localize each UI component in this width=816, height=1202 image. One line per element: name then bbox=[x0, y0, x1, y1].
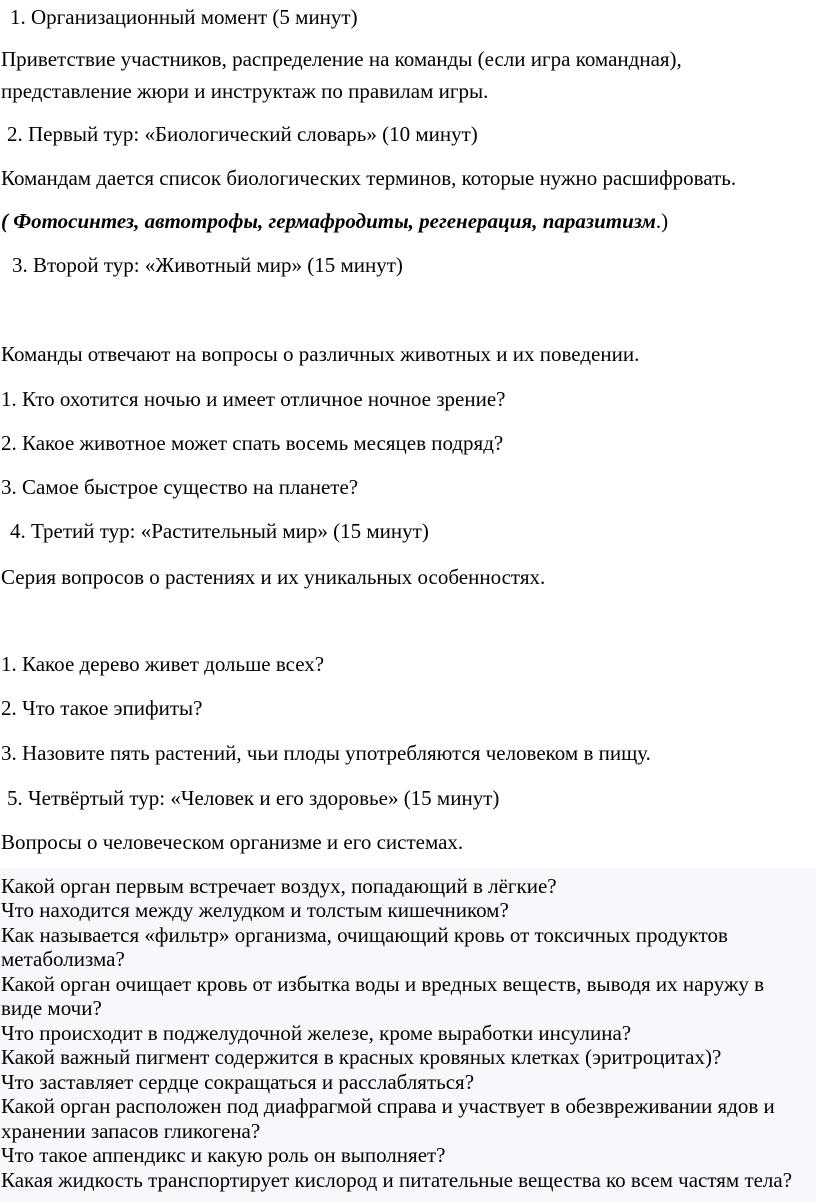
list-item: Что такое аппендикс и какую роль он выполняет? bbox=[1, 1143, 446, 1167]
section-2-text: Командам дается список биологических терминов, которые нужно расшифровать. bbox=[1, 166, 737, 190]
section-1-text-line-1: Приветствие участников, распределение на команды (если игра командная), bbox=[1, 47, 682, 71]
section-3-heading: 3. Второй тур: «Животный мир» (15 минут) bbox=[12, 253, 403, 277]
section-1-heading: 1. Организационный момент (5 минут) bbox=[10, 5, 358, 29]
list-item: Что происходит в поджелудочной железе, кроме выработки инсулина? bbox=[1, 1021, 632, 1045]
section-3-text: Команды отвечают на вопросы о различных животных и их поведении. bbox=[1, 342, 640, 366]
list-item: Какой орган очищает кровь от избытка воды и вредных веществ, выводя их наружу в bbox=[1, 972, 765, 996]
section-2-terms bbox=[1, 208, 668, 234]
list-item: Что заставляет сердце сокращаться и расслабляться? bbox=[1, 1070, 475, 1094]
terms-list: Фотосинтез, автотрофы, гермафродиты, регенерация, паразитизм bbox=[13, 209, 656, 233]
section-2-heading: 2. Первый тур: «Биологический словарь» (10 минут) bbox=[7, 122, 478, 146]
section-4-text: Серия вопросов о растениях и их уникальных особенностях. bbox=[1, 565, 546, 589]
list-item: виде мочи? bbox=[1, 996, 102, 1020]
section-4-question-3: 3. Назовите пять растений, чьи плоды употребляются человеком в пищу. bbox=[1, 741, 651, 765]
list-item: Какой орган расположен под диафрагмой справа и участвует в обезвреживании ядов и bbox=[1, 1094, 775, 1118]
section-3-question-3: 3. Самое быстрое существо на планете? bbox=[1, 475, 359, 499]
section-5-heading: 5. Четвёртый тур: «Человек и его здоровье» (15 минут) bbox=[7, 786, 500, 810]
section-4-question-1: 1. Какое дерево живет дольше всех? bbox=[1, 652, 325, 676]
section-4-question-2: 2. Что такое эпифиты? bbox=[1, 696, 203, 720]
list-item: Какой орган первым встречает воздух, попадающий в лёгкие? bbox=[1, 874, 557, 898]
list-item: хранении запасов гликогена? bbox=[1, 1119, 261, 1143]
section-3-question-2: 2. Какое животное может спать восемь месяцев подряд? bbox=[1, 431, 504, 455]
list-item: метаболизма? bbox=[1, 947, 125, 971]
list-item: Какая жидкость транспортирует кислород и питательные вещества ко всем частям тела? bbox=[1, 1168, 793, 1192]
list-item: Как называется «фильтр» организма, очищающий кровь от токсичных продуктов bbox=[1, 923, 728, 947]
list-item: Что находится между желудком и толстым кишечником? bbox=[1, 898, 509, 922]
section-1-text-line-2: представление жюри и инструктаж по правилам игры. bbox=[1, 79, 489, 103]
section-3-question-1: 1. Кто охотится ночью и имеет отличное ночное зрение? bbox=[1, 387, 506, 411]
terms-close: .) bbox=[655, 209, 669, 233]
section-5-text: Вопросы о человеческом организме и его системах. bbox=[1, 830, 464, 854]
terms-open: ( bbox=[1, 209, 14, 233]
section-4-heading: 4. Третий тур: «Растительный мир» (15 минут) bbox=[10, 519, 429, 543]
list-item: Какой важный пигмент содержится в красных кровяных клетках (эритроцитах)? bbox=[1, 1045, 722, 1069]
